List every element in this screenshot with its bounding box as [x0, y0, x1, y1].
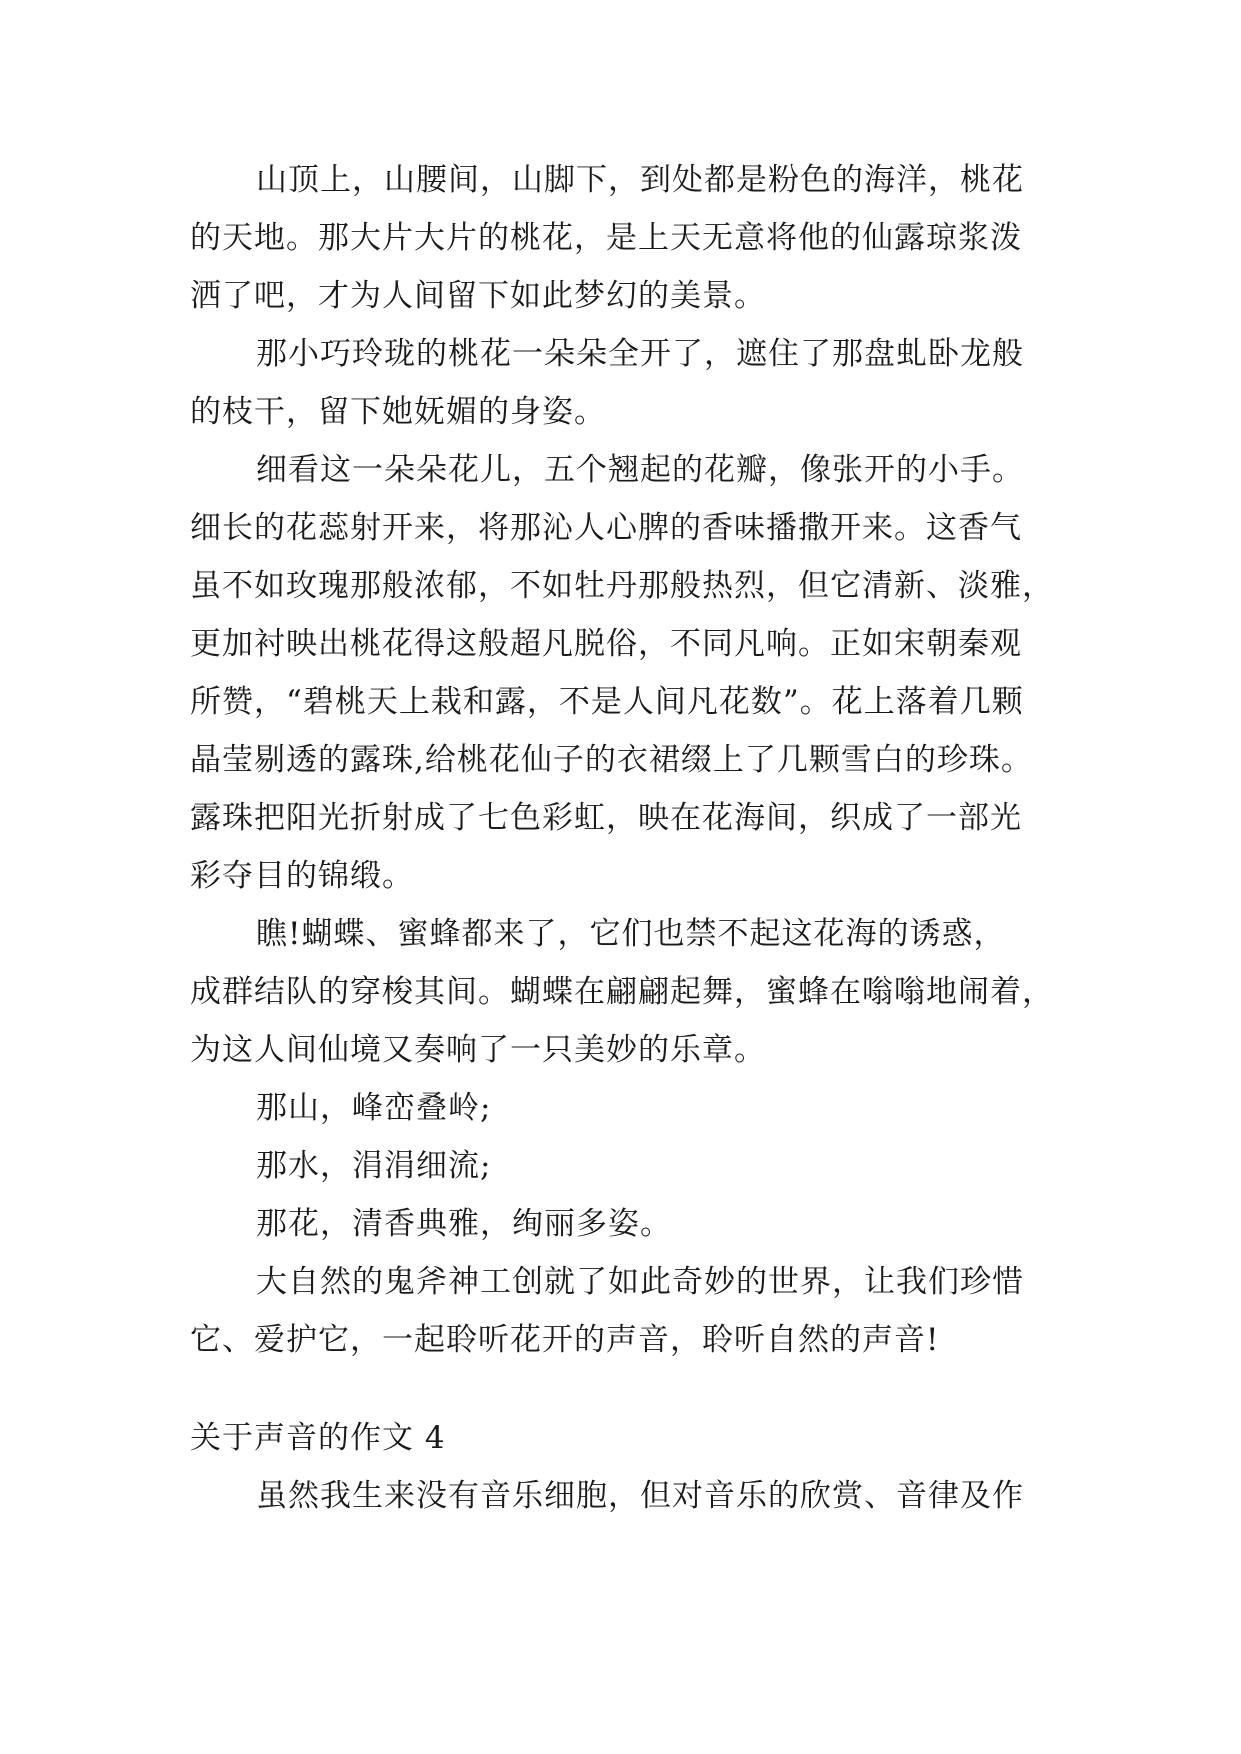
text-line: 露珠把阳光折射成了七色彩虹，映在花海间，织成了一部光 [190, 800, 1022, 836]
text-line: 所赞，“碧桃天上栽和露，不是人间凡花数”。花上落着几颗 [190, 684, 1024, 720]
text-line: 它、爱护它，一起聆听花开的声音，聆听自然的声音! [190, 1322, 940, 1358]
text-line: 虽不如玫瑰那般浓郁，不如牡丹那般热烈，但它清新、淡雅， [190, 568, 1054, 604]
text-line: 那花，清香典雅，绚丽多姿。 [256, 1206, 672, 1242]
text-line: 为这人间仙境又奏响了一只美妙的乐章。 [190, 1032, 766, 1068]
text-line: 彩夺目的锦缎。 [190, 858, 414, 894]
text-line: 的枝干，留下她妩媚的身姿。 [190, 394, 606, 430]
text-line: 瞧!蝴蝶、蜜蜂都来了，它们也禁不起这花海的诱惑， [256, 916, 1006, 952]
section-gap [190, 1380, 1050, 1420]
text-line: 大自然的鬼斧神工创就了如此奇妙的世界，让我们珍惜 [256, 1264, 1024, 1300]
text-line: 那水，涓涓细流; [256, 1148, 492, 1184]
text-line: 细看这一朵朵花儿，五个翘起的花瓣，像张开的小手。 [256, 452, 1024, 488]
text-line: 细长的花蕊射开来，将那沁人心脾的香味播撒开来。这香气 [190, 510, 1022, 546]
section-heading: 关于声音的作文 4 [190, 1420, 446, 1456]
text-line: 更加衬映出桃花得这般超凡脱俗，不同凡响。正如宋朝秦观 [190, 626, 1022, 662]
text-line: 晶莹剔透的露珠,给桃花仙子的衣裙缀上了几颗雪白的珍珠。 [190, 742, 1033, 778]
document-page [190, 162, 1054, 1536]
text-line: 那山，峰峦叠岭; [256, 1090, 492, 1126]
text-line: 的天地。那大片大片的桃花，是上天无意将他的仙露琼浆泼 [190, 220, 1022, 256]
text-line: 虽然我生来没有音乐细胞，但对音乐的欣赏、音律及作 [256, 1478, 1024, 1514]
text-line: 成群结队的穿梭其间。蝴蝶在翩翩起舞，蜜蜂在嗡嗡地闹着， [190, 974, 1054, 1010]
text-line: 那小巧玲珑的桃花一朵朵全开了，遮住了那盘虬卧龙般 [256, 336, 1024, 372]
text-line: 山顶上，山腰间，山脚下，到处都是粉色的海洋，桃花 [256, 162, 1024, 198]
text-line: 洒了吧，才为人间留下如此梦幻的美景。 [190, 278, 766, 314]
